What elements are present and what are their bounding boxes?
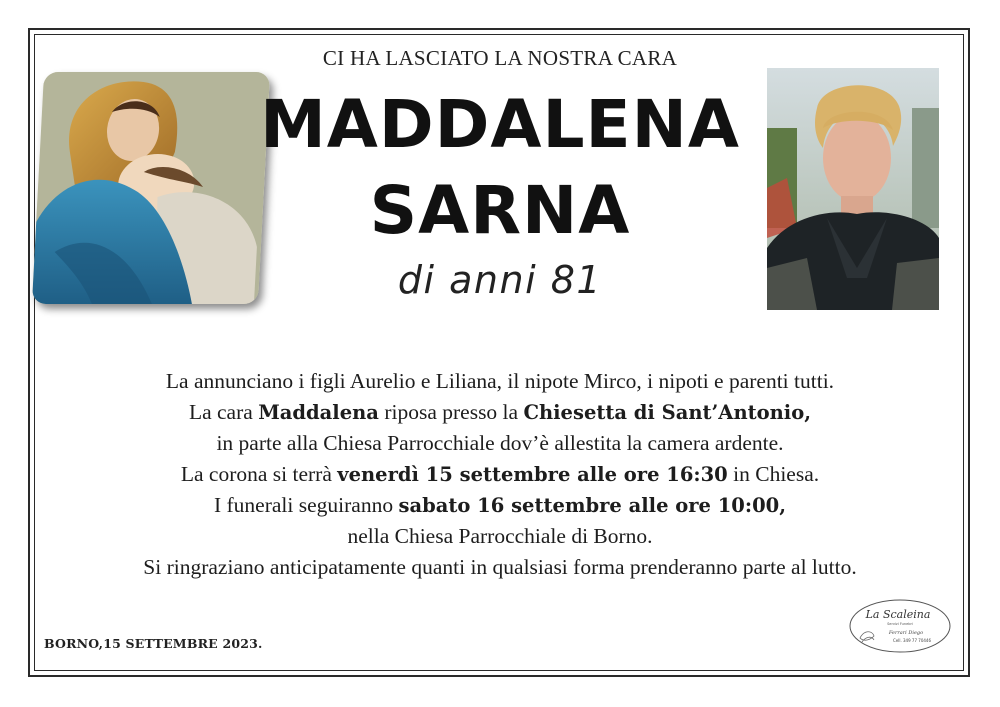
first-name: MADDALENA [260, 86, 740, 163]
age-text: di anni 81 [397, 258, 603, 302]
logo-subtitle: Servizi Funebri [887, 622, 913, 626]
announcement-line-1: La annunciano i figli Aurelio e Liliana, il nipote Mirco, i nipoti e parenti tutti. [165, 369, 835, 393]
logo-person: Ferrari Diego [888, 630, 924, 636]
text-fragment: I funerali seguiranno [213, 493, 399, 517]
text-fragment: La cara [188, 400, 259, 424]
announcement-line-7: Si ringraziano anticipatamente quanti in qualsiasi forma prenderanno parte al lutto. [143, 555, 857, 579]
logo-name: La Scaleina [865, 608, 931, 621]
announcement-line-3: in parte alla Chiesa Parrocchiale dov’è allestita la camera ardente. [216, 431, 784, 455]
bold-place: Chiesetta di Sant’Antonio, [523, 401, 812, 424]
intro-text: CI HA LASCIATO LA NOSTRA CARA [322, 46, 678, 70]
bold-datetime: venerdì 15 settembre alle ore 16:30 [337, 463, 728, 486]
announcement-line-6: nella Chiesa Parrocchiale di Borno. [347, 524, 653, 548]
place-date: BORNO,15 SETTEMBRE 2023. [44, 636, 263, 651]
bold-datetime: sabato 16 settembre alle ore 10:00, [398, 494, 787, 517]
logo-phone: Cell. 349 77 70446 [892, 638, 932, 643]
announcement-line-4 [40, 459, 960, 490]
text-fragment: riposa presso la [378, 400, 524, 424]
text-fragment: La corona si terrà [180, 462, 338, 486]
announcement-line-2 [40, 397, 960, 428]
funeral-home-logo [848, 598, 952, 654]
announcement-text [40, 366, 960, 583]
portrait-photo [767, 68, 939, 310]
text-fragment: in Chiesa. [727, 462, 820, 486]
bold-name: Maddalena [258, 401, 379, 424]
last-name: SARNA [369, 172, 631, 249]
announcement-line-5 [40, 490, 960, 521]
